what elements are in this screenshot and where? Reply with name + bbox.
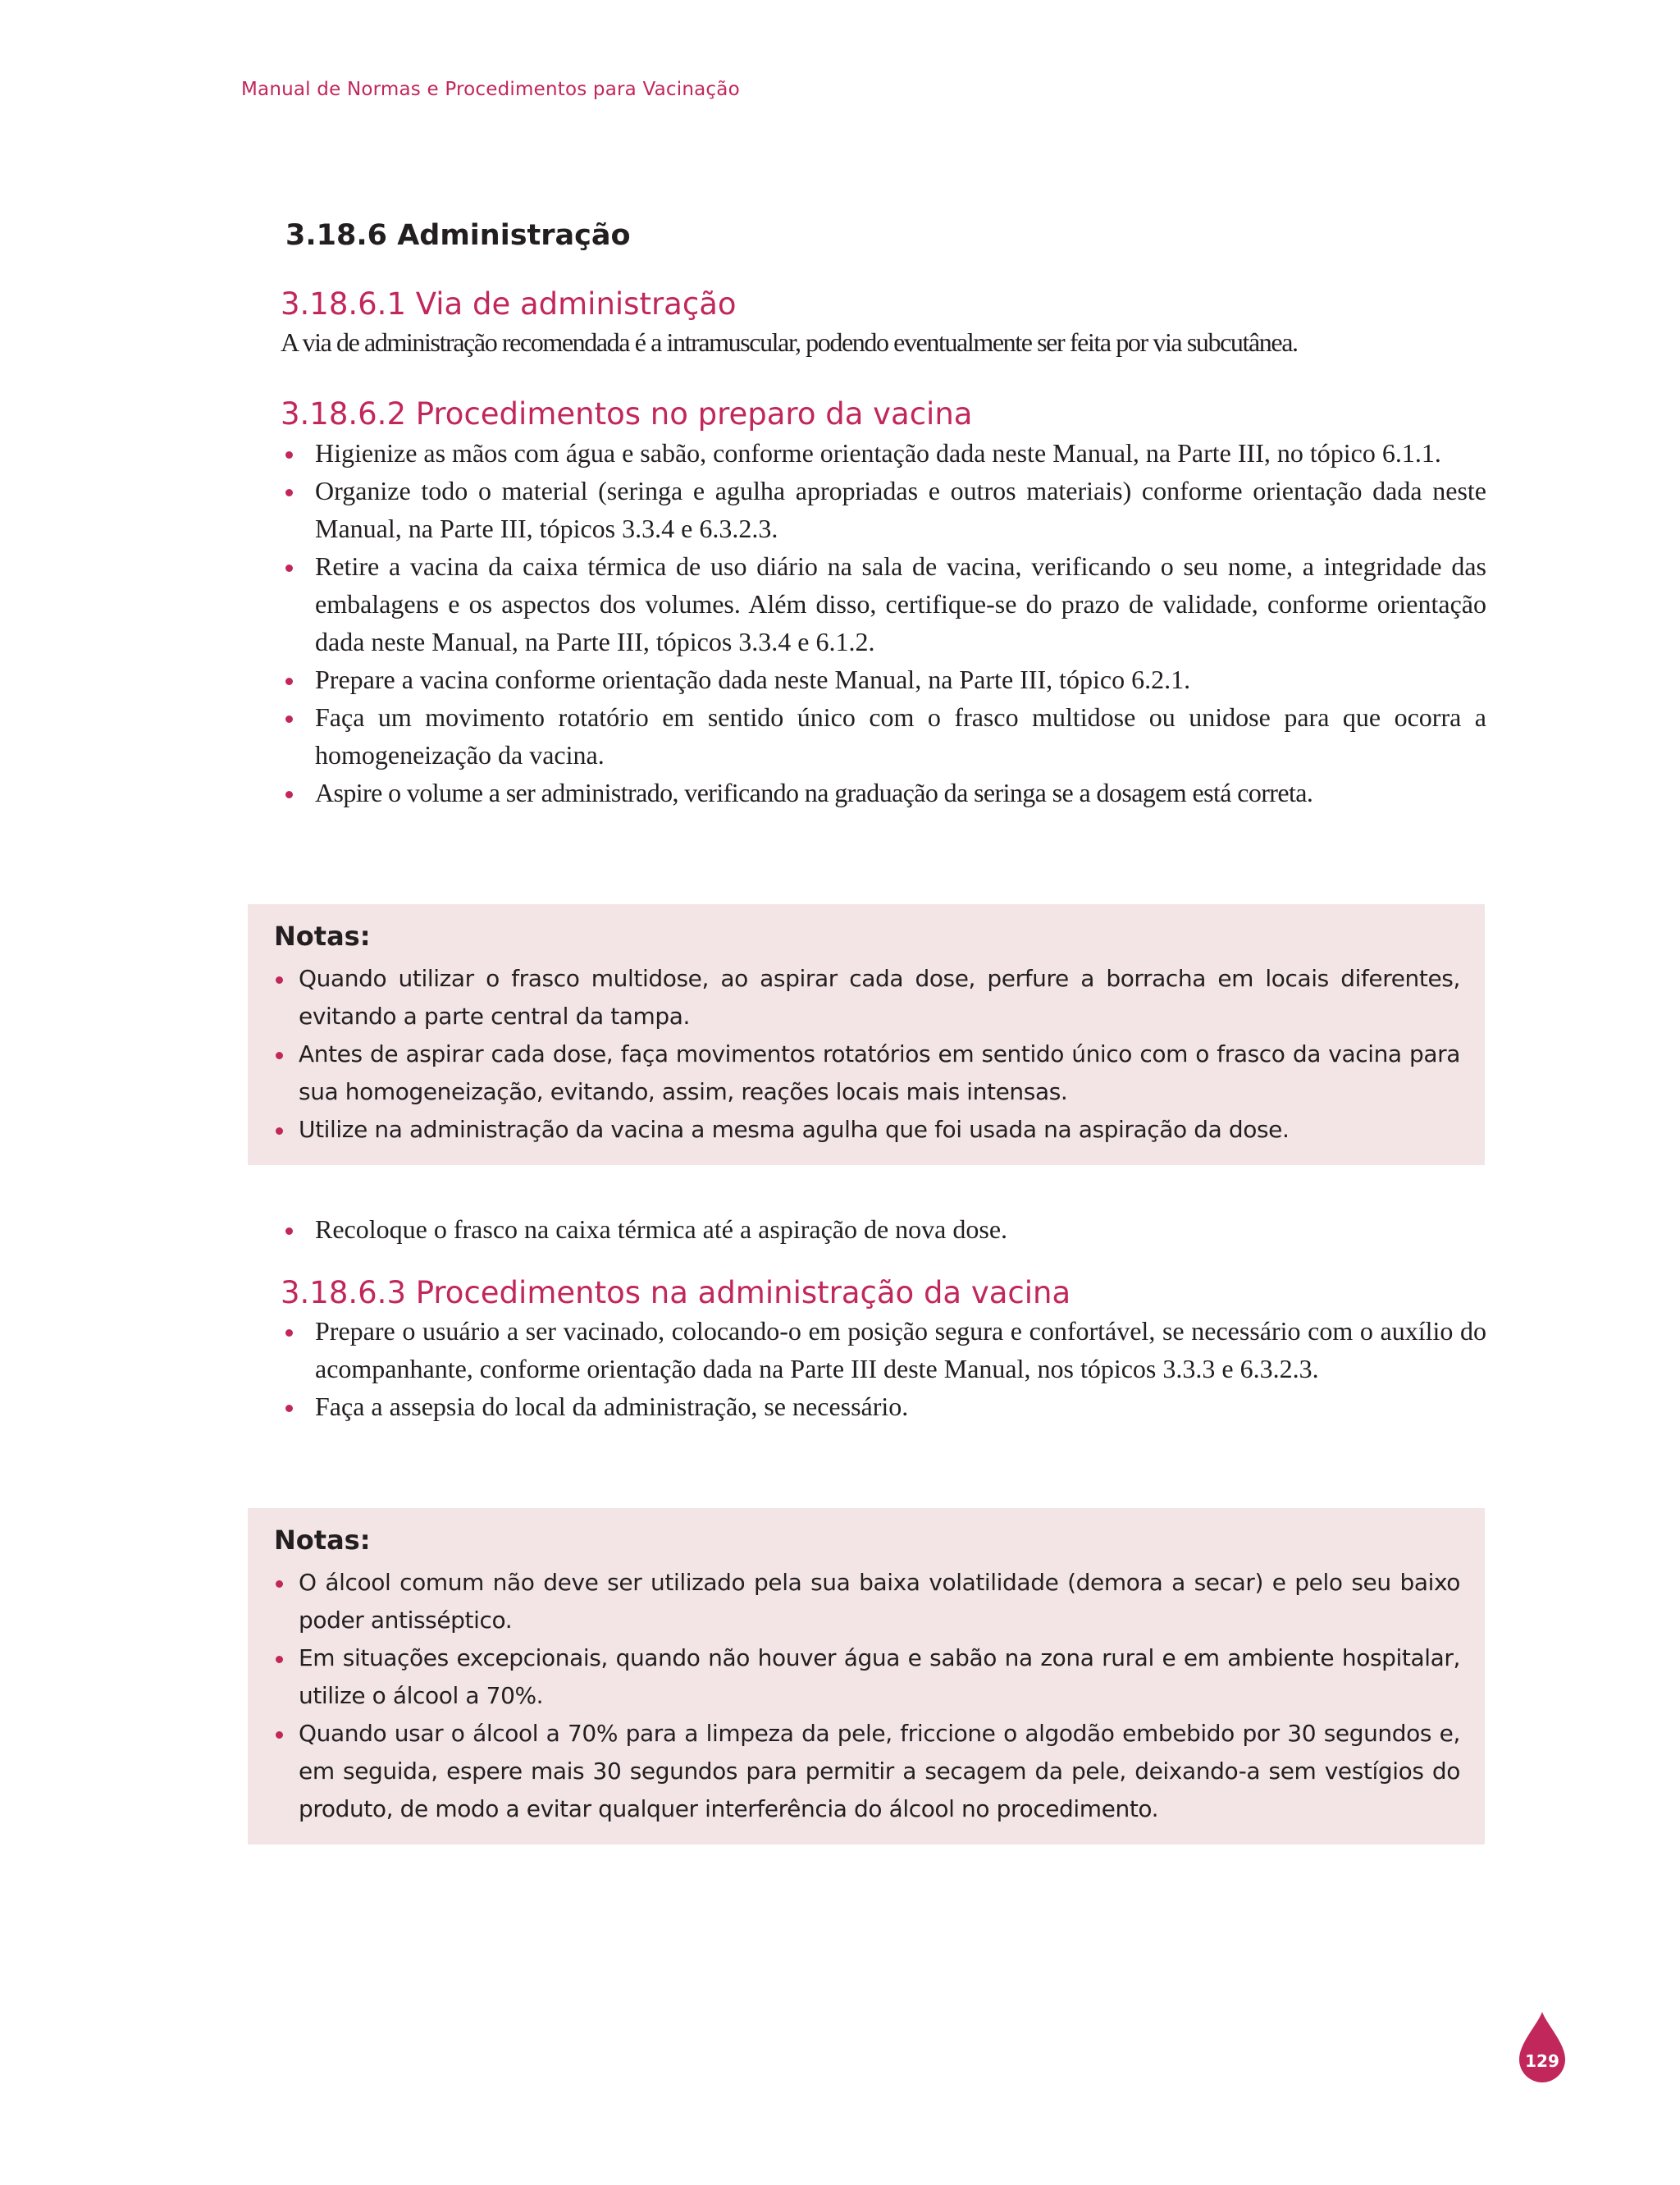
notes-list [274, 960, 1460, 1149]
note-item: Quando utilizar o frasco multidose, ao aspirar cada dose, perfure a borracha em locais diferentes, evitando a parte central da tampa. [274, 960, 1460, 1035]
preparo-list [281, 434, 1486, 811]
notes-box-preparo [248, 904, 1485, 1165]
bullet-icon [276, 976, 283, 984]
list-item: Prepare o usuário a ser vacinado, colocando-o em posição segura e confortável, se necessário com o auxílio do acompanhante, conforme orientação dada na Parte III deste Manual, nos tópicos 3.3.3 e 6.3.2.3. [281, 1312, 1486, 1387]
main-content [281, 218, 1486, 811]
list-item: Faça a assepsia do local da administração, se necessário. [281, 1387, 1486, 1425]
list-item: Aspire o volume a ser administrado, verificando na graduação da seringa se a dosagem está correta. [281, 774, 1486, 811]
drop-icon [1518, 2010, 1567, 2084]
list-item: Higienize as mãos com água e sabão, conforme orientação dada neste Manual, na Parte III, no tópico 6.1.1. [281, 434, 1486, 472]
bullet-icon [276, 1127, 283, 1135]
note-item: Utilize na administração da vacina a mesma agulha que foi usada na aspiração da dose. [274, 1111, 1460, 1149]
bullet-icon [276, 1656, 283, 1663]
bullet-icon [285, 791, 293, 798]
bullet-icon [276, 1052, 283, 1059]
bullet-icon [285, 1227, 293, 1235]
administracao-list [281, 1312, 1486, 1425]
section-title: 3.18.6 Administração [285, 219, 631, 252]
notes-list [274, 1564, 1460, 1828]
list-item: Retire a vacina da caixa térmica de uso diário na sala de vacina, verificando o seu nome, a integridade das embalagens e os aspectos dos volumes. Além disso, certifique-se do prazo de validade, conforme orientação dada neste Manual, na Parte III, tópicos 3.3.4 e 6.1.2. [281, 547, 1486, 661]
notes-title: Notas: [274, 921, 371, 952]
subsection-title-preparo: 3.18.6.2 Procedimentos no preparo da vacina [281, 396, 973, 432]
bullet-icon [285, 489, 293, 496]
page-number: 129 [1525, 2051, 1559, 2071]
bullet-icon [285, 678, 293, 685]
bullet-icon [285, 565, 293, 572]
running-header: Manual de Normas e Procedimentos para Vacinação [241, 79, 740, 100]
list-item: Organize todo o material (seringa e agulha apropriadas e outros materiais) conforme orientação dada neste Manual, na Parte III, tópicos 3.3.4 e 6.3.2.3. [281, 472, 1486, 547]
bullet-icon [276, 1580, 283, 1588]
bullet-icon [285, 1405, 293, 1412]
notes-title: Notas: [274, 1524, 371, 1556]
notes-box-administracao [248, 1508, 1485, 1844]
subsection-title-via: 3.18.6.1 Via de administração [281, 286, 737, 322]
bullet-icon [285, 1329, 293, 1337]
list-item: Faça um movimento rotatório em sentido único com o frasco multidose ou unidose para que ocorra a homogeneização da vacina. [281, 698, 1486, 774]
list-item: Recoloque o frasco na caixa térmica até a aspiração de nova dose. [281, 1210, 1486, 1248]
via-paragraph: A via de administração recomendada é a intramuscular, podendo eventualmente ser feita por via subcutânea. [281, 327, 1298, 358]
subsection-title-administracao: 3.18.6.3 Procedimentos na administração da vacina [281, 1275, 1071, 1310]
preparo-list-continued [281, 1210, 1486, 1248]
bullet-icon [276, 1731, 283, 1739]
note-item: Antes de aspirar cada dose, faça movimentos rotatórios em sentido único com o frasco da vacina para sua homogeneização, evitando, assim, reações locais mais intensas. [274, 1035, 1460, 1111]
page-number-badge [1518, 2010, 1567, 2084]
list-item: Prepare a vacina conforme orientação dada neste Manual, na Parte III, tópico 6.2.1. [281, 661, 1486, 698]
note-item: Em situações excepcionais, quando não houver água e sabão na zona rural e em ambiente hospitalar, utilize o álcool a 70%. [274, 1639, 1460, 1715]
bullet-icon [285, 451, 293, 459]
lower-content [281, 1210, 1486, 1425]
bullet-icon [285, 715, 293, 723]
note-item: Quando usar o álcool a 70% para a limpeza da pele, friccione o algodão embebido por 30 segundos e, em seguida, espere mais 30 segundos para permitir a secagem da pele, deixando-a sem vestígios do produto, de modo a evitar qualquer interferência do álcool no procedimento. [274, 1715, 1460, 1828]
note-item: O álcool comum não deve ser utilizado pela sua baixa volatilidade (demora a secar) e pelo seu baixo poder antisséptico. [274, 1564, 1460, 1639]
